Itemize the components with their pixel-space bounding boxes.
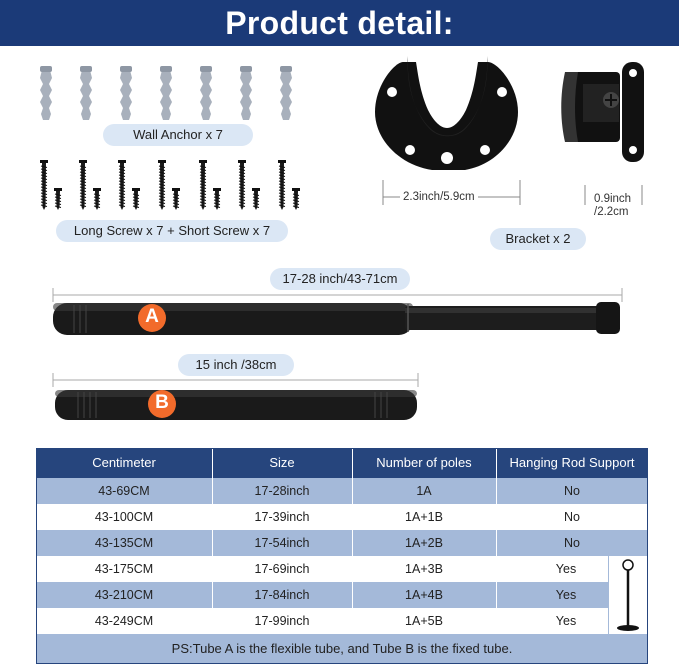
bracket-width-label: 2.3inch/5.9cm — [400, 191, 478, 203]
cell-size: 17-84inch — [254, 588, 310, 602]
header-size: Size — [269, 455, 295, 470]
cell-centimeter: 43-69CM — [98, 484, 150, 498]
cell-centimeter: 43-175CM — [94, 562, 154, 576]
cell-centimeter: 43-135CM — [94, 536, 154, 550]
cell-poles: 1A+5B — [405, 614, 443, 628]
cell-poles: 1A+2B — [405, 536, 443, 550]
tube-b-letter: B — [155, 392, 169, 413]
tube-a-letter: A — [145, 306, 159, 327]
cell-support: Yes — [555, 614, 577, 628]
bracket-depth-label-2: /2.2cm — [594, 206, 629, 218]
cell-support: Yes — [555, 562, 577, 576]
cell-poles: 1A+3B — [405, 562, 443, 576]
screw-label: Long Screw x 7 + Short Screw x 7 — [56, 220, 288, 242]
cell-poles: 1A+4B — [405, 588, 443, 602]
cell-support: No — [564, 536, 580, 550]
cell-size: 17-54inch — [254, 536, 310, 550]
tube-b-length-label: 15 inch /38cm — [178, 354, 294, 376]
cell-support: Yes — [555, 588, 577, 602]
bracket-count-label: Bracket x 2 — [490, 228, 586, 250]
page-title: Product detail: — [225, 5, 454, 41]
wall-anchor-label: Wall Anchor x 7 — [103, 124, 253, 146]
cell-support: No — [564, 484, 580, 498]
cell-poles: 1A — [416, 484, 432, 498]
cell-centimeter: 43-249CM — [94, 614, 154, 628]
cell-centimeter: 43-210CM — [94, 588, 154, 602]
cell-centimeter: 43-100CM — [94, 510, 154, 524]
cell-size: 17-39inch — [254, 510, 310, 524]
cell-size: 17-69inch — [254, 562, 310, 576]
cell-poles: 1A+1B — [405, 510, 443, 524]
size-table — [36, 448, 648, 664]
bracket-depth-label-1: 0.9inch — [594, 193, 632, 205]
table-footnote: PS:Tube A is the flexible tube, and Tube B is the fixed tube. — [36, 634, 648, 664]
tube-a-length-label: 17-28 inch/43-71cm — [270, 268, 410, 290]
header-support: Hanging Rod Support — [509, 455, 635, 470]
cell-support: No — [564, 510, 580, 524]
cell-size: 17-28inch — [254, 484, 310, 498]
header-centimeter: Centimeter — [92, 455, 156, 470]
header-poles: Number of poles — [376, 455, 472, 470]
cell-size: 17-99inch — [254, 614, 310, 628]
table-border — [36, 448, 648, 664]
